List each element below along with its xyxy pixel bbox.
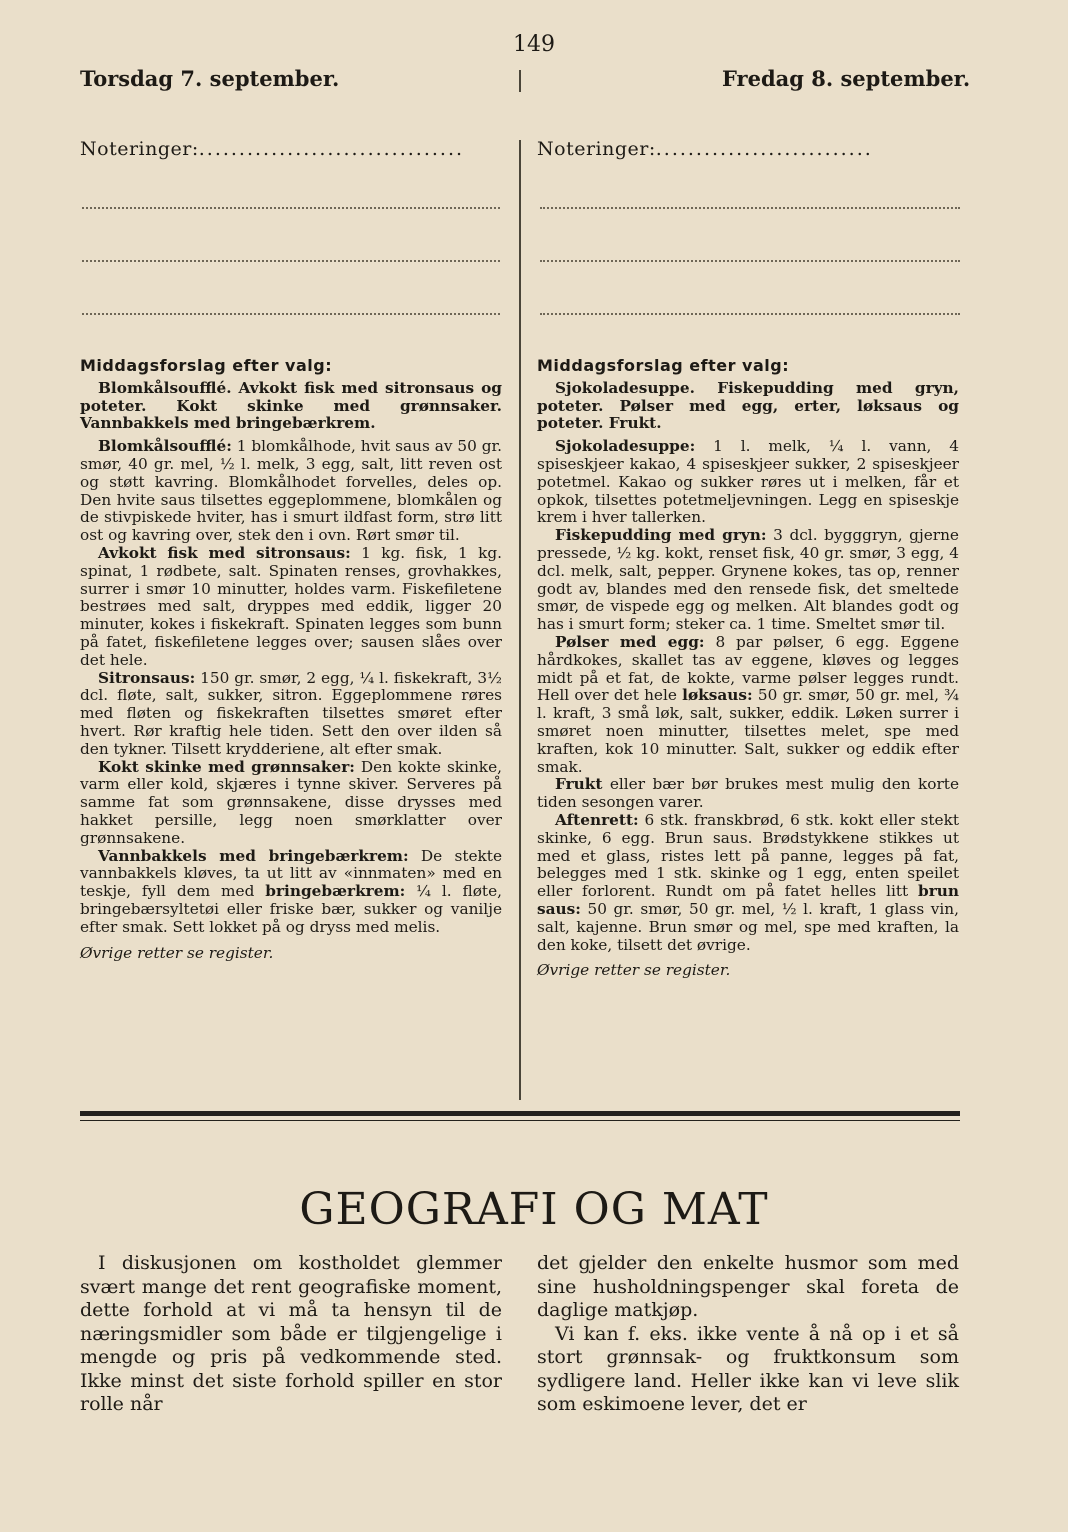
right-note-line bbox=[540, 207, 960, 209]
right-notes-label: Noteringer: bbox=[537, 138, 656, 160]
recipe: Avkokt fisk med sitronsaus: 1 kg. fisk, 1 kg. spinat, 1 rødbete, salt. Spinaten renses, grovhakkes, surrer i smør 10 minutter, holdes varm. Fiskefiletene bestrøes med salt, dryppes med eddik, ligger 20 minuter, kokes i fiskekraft. Spinaten legges som bunn på fatet, fiskefiletene legges over; sausen slåes over det hele. bbox=[80, 543, 502, 669]
left-note-line bbox=[82, 207, 500, 209]
section-rule-thin bbox=[80, 1120, 960, 1121]
recipe: Pølser med egg: 8 par pølser, 6 egg. Eggene hårdkokes, skallet tas av eggene, kløves og legges midt på et fat, de kokte, varme pølser legges rundt. Hell over det hele løksaus: 50 gr. smør, 50 gr. mel, ¾ l. kraft, 3 små løk, salt, sukker, eddik. Løken surrer i smøret noen minutter, tilsettes melet, spe med kraften, kok 10 minutter. Salt, sukker og eddik efter smak. bbox=[537, 632, 959, 776]
recipe: Vannbakkels med bringebærkrem: De stekte vannbakkels kløves, ta ut litt av «innmaten» med en teskje, fyll dem med bringebærkrem: ¼ l. fløte, bringebærsyltetøi eller friske bær, sukker og vanilje efter smak. Sett lokket på og dryss med melis. bbox=[80, 846, 503, 936]
column-divider bbox=[519, 140, 521, 1100]
right-note-line bbox=[540, 313, 960, 315]
recipe: Sjokoladesuppe: 1 l. melk, ¼ l. vann, 4 spiseskjeer kakao, 4 spiseskjeer sukker, 2 spiseskjeer potetmel. Kakao og sukker røres ut i melken, får et opkok, tilsettes potetmeljevningen. Legg en spiseskje krem i hver tallerken. bbox=[537, 437, 959, 527]
left-outro: Øvrige retter se register. bbox=[80, 943, 274, 962]
left-note-line bbox=[82, 260, 500, 262]
top-divider bbox=[519, 70, 521, 92]
recipe: Frukt eller bær bør brukes mest mulig den korte tiden sesongen varer. bbox=[537, 775, 959, 812]
right-day-header: Fredag 8. september. bbox=[722, 66, 971, 91]
left-day-header: Torsdag 7. september. bbox=[80, 66, 340, 91]
article-title: GEOGRAFI OG MAT bbox=[299, 1184, 769, 1235]
recipe: Fiskepudding med gryn: 3 dcl. bygggryn, gjerne pressede, ½ kg. kokt, renset fisk, 40 gr. smør, 3 egg, 4 dcl. melk, salt, pepper. Grynene kokes, tas op, renner godt av, blandes med den rensede fisk, det smeltede smør, de vispede egg og melken. Alt blandes godt og has i smurt form; steker ca. 1 time. Smeltet smør til. bbox=[537, 526, 959, 634]
left-note-line bbox=[82, 313, 500, 315]
article-right-column bbox=[537, 1252, 959, 1417]
left-notes: Noteringer:................................. bbox=[80, 138, 465, 160]
left-menu: Blomkålsoufflé. Avkokt fisk med sitronsaus og poteter. Kokt skinke med grønnsaker. Vannbakkels med bringebærkrem. bbox=[80, 378, 502, 433]
article-left-column bbox=[80, 1252, 502, 1417]
left-meal-heading: Middagsforslag efter valg: bbox=[80, 356, 333, 375]
article-paragraph: det gjelder den enkelte husmor som med sine husholdningspenger skal foreta de daglige matkjøp. bbox=[537, 1252, 959, 1321]
section-rule-thick bbox=[80, 1111, 960, 1116]
right-note-line bbox=[540, 260, 960, 262]
recipe: Kokt skinke med grønnsaker: Den kokte skinke, varm eller kold, skjæres i tynne skiver. Serveres på samme fat som grønnsakene, disse drysses med hakket persille, legg noen smørklatter over grønnsakene. bbox=[80, 757, 502, 847]
recipe: Sitronsaus: 150 gr. smør, 2 egg, ¼ l. fiskekraft, 3½ dcl. fløte, salt, sukker, sitron. Eggeplommene røres med fløten og fiskekraften tilsettes smøret efter hvert. Rør kraftig hele tiden. Sett den over ilden så den tykner. Tilsett krydderiene, alt efter smak. bbox=[80, 668, 502, 758]
page-number: 149 bbox=[513, 32, 555, 57]
article-paragraph: Vi kan f. eks. ikke vente å nå op i et så stort grønnsak- og fruktkonsum som sydligere land. Heller ikke kan vi leve slik som eskimoene lever, det er bbox=[537, 1322, 959, 1415]
left-meal-section bbox=[80, 357, 502, 962]
left-notes-label: Noteringer: bbox=[80, 138, 199, 160]
article-paragraph: I diskusjonen om kostholdet glemmer svært mange det rent geografiske moment, dette forhold at vi må ta hensyn til de næringsmidler som både er tilgjengelige i mengde og pris på vedkommende sted. Ikke minst det siste forhold spiller en stor rolle når bbox=[80, 1252, 502, 1415]
recipe: Blomkålsoufflé: 1 blomkålhode, hvit saus av 50 gr. smør, 40 gr. mel, ½ l. melk, 3 egg, salt, litt reven ost og støtt kavring. Blomkålhodet forvelles, deles op. Den hvite saus tilsettes eggeplommene, blomkålen og de stivpiskede hviter, has i smurt ildfast form, strø litt ost og kavring over, stek den i ovn. Rørt smør til. bbox=[80, 437, 502, 545]
right-outro: Øvrige retter se register. bbox=[537, 961, 731, 980]
recipe: Aftenrett: 6 stk. franskbrød, 6 stk. kokt eller stekt skinke, 6 egg. Brun saus. Brødstykkene stikkes ut med et glass, ristes lett på panne, legges på fat, belegges med 1 stk. skinke og 1 egg, enten speilet eller forlorent. Rundt om på fatet helles litt brun saus: 50 gr. smør, 50 gr. mel, ½ l. kraft, 1 glass vin, salt, kajenne. Brun smør og mel, spe med kraften, la den koke, tilsett det øvrige. bbox=[537, 810, 959, 954]
right-notes: Noteringer:........................... bbox=[537, 138, 873, 160]
right-meal-section bbox=[537, 357, 959, 980]
right-menu: Sjokoladesuppe. Fiskepudding med gryn, poteter. Pølser med egg, erter, løksaus og poteter. Frukt. bbox=[537, 378, 959, 433]
right-meal-heading: Middagsforslag efter valg: bbox=[537, 356, 790, 375]
